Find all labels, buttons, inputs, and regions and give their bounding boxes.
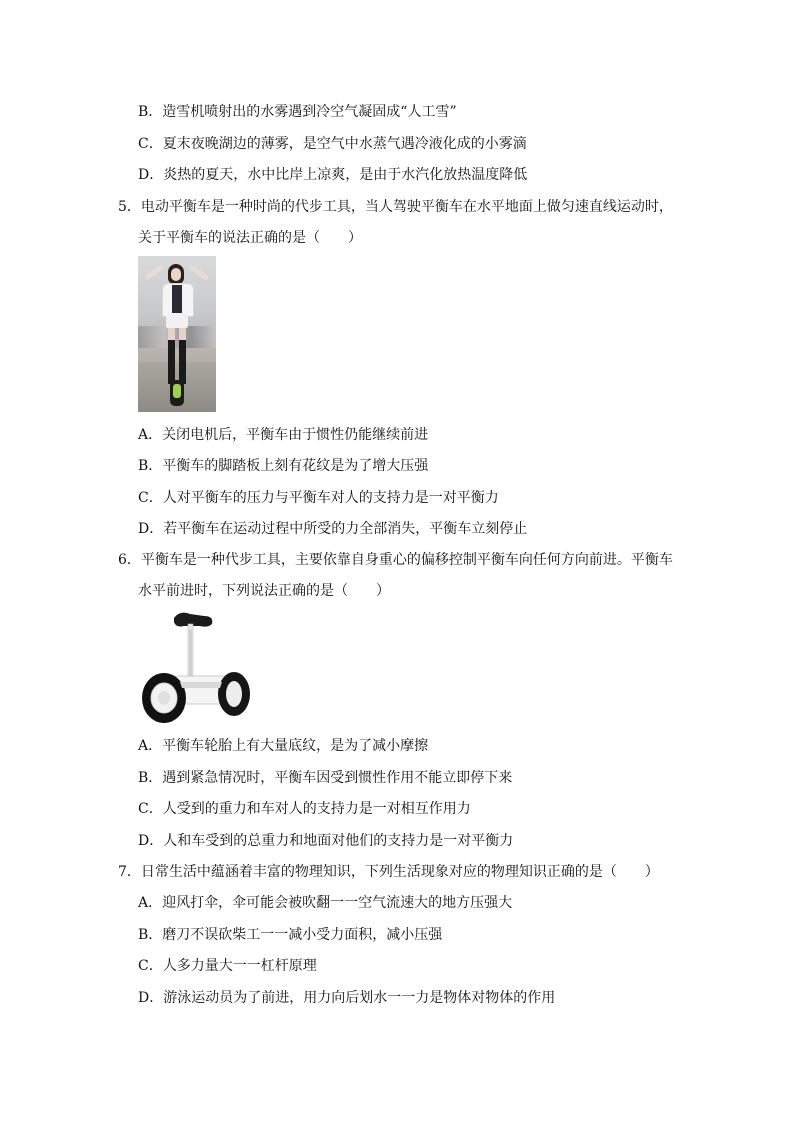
q4-option-c: C．夏末夜晚湖边的薄雾，是空气中水蒸气遇冷液化成的小雾滴	[138, 136, 527, 152]
q6-option-c: C．人受到的重力和车对人的支持力是一对相互作用力	[138, 801, 471, 817]
q4-option-d: D．炎热的夏天，水中比岸上凉爽，是由于水汽化放热温度降低	[138, 167, 528, 183]
q4-option-b: B．造雪机喷射出的水雾遇到冷空气凝固成“人工雪”	[138, 104, 457, 120]
q6-option-d: D．人和车受到的总重力和地面对他们的支持力是一对平衡力	[138, 833, 514, 849]
q6-segway-illustration	[140, 608, 252, 726]
q6-option-a: A．平衡车轮胎上有大量底纹，是为了减小摩擦	[138, 738, 429, 754]
q7-option-c: C．人多力量大一一杠杆原理	[138, 958, 317, 974]
q5-option-a: A．关闭电机后，平衡车由于惯性仍能继续前进	[138, 427, 429, 443]
q6-stem-line1: 6．平衡车是一种代步工具，主要依靠自身重心的偏移控制平衡车向任何方向前进。平衡车	[118, 552, 673, 568]
q5-option-c: C．人对平衡车的压力与平衡车对人的支持力是一对平衡力	[138, 490, 499, 506]
q6-option-b: B．遇到紧急情况时，平衡车因受到惯性作用不能立即停下来	[138, 770, 513, 786]
q7-option-d: D．游泳运动员为了前进，用力向后划水一一力是物体对物体的作用	[138, 990, 556, 1006]
q5-option-d: D．若平衡车在运动过程中所受的力全部消失，平衡车立刻停止	[138, 521, 528, 537]
q5-stem-line2: 关于平衡车的说法正确的是（ ）	[138, 230, 362, 246]
q6-stem-line2: 水平前进时，下列说法正确的是（ ）	[138, 583, 390, 599]
q5-stem-line1: 5．电动平衡车是一种时尚的代步工具，当人驾驶平衡车在水平地面上做匀速直线运动时，	[118, 199, 673, 215]
q7-option-b: B．磨刀不误砍柴工一一减小受力面积，减小压强	[138, 927, 443, 943]
q5-rider-photo	[138, 256, 216, 412]
q7-option-a: A．迎风打伞，伞可能会被吹翻一一空气流速大的地方压强大	[138, 895, 513, 911]
q7-stem-line1: 7．日常生活中蕴涵着丰富的物理知识，下列生活现象对应的物理知识正确的是（ ）	[118, 864, 659, 880]
q5-option-b: B．平衡车的脚踏板上刻有花纹是为了增大压强	[138, 458, 429, 474]
